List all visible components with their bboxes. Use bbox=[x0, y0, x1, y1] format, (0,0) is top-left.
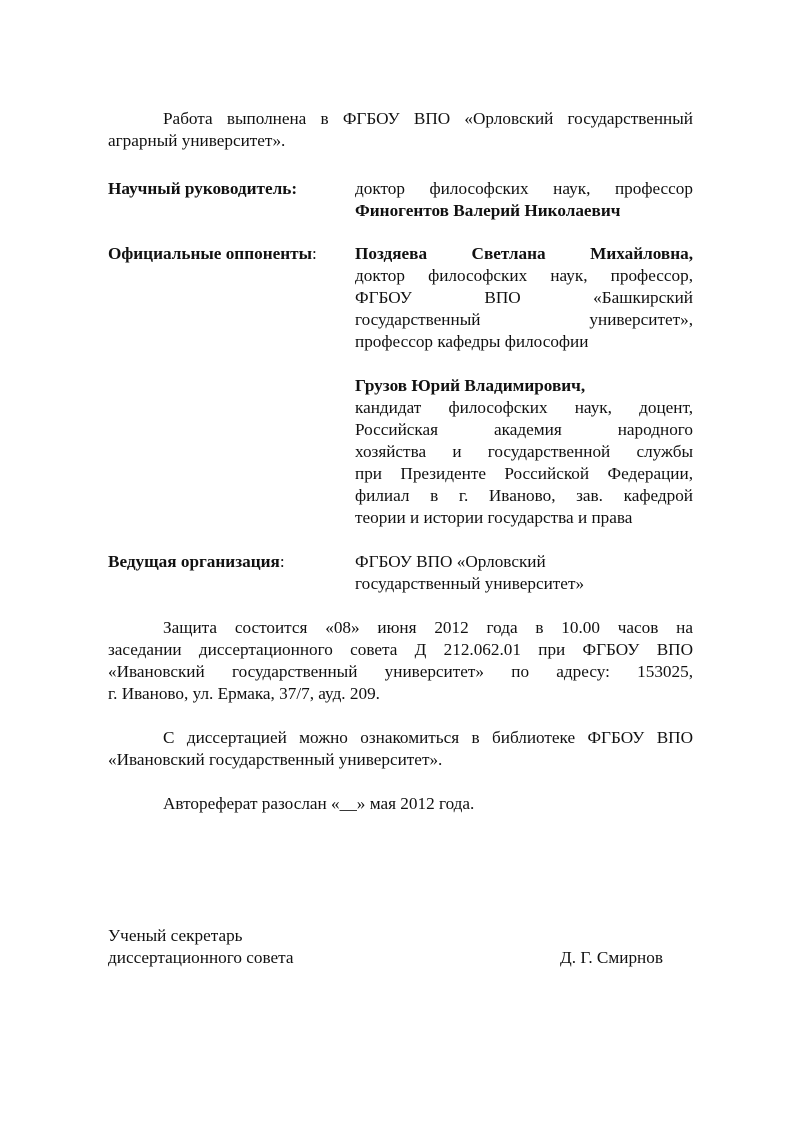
secretary-title bbox=[108, 925, 293, 969]
secretary-title-line-2: диссертационного совета bbox=[108, 948, 294, 967]
supervisor-degree: доктор философских наук, профессор bbox=[355, 179, 693, 198]
leading-org-label-text: Ведущая организация bbox=[108, 552, 280, 571]
library-paragraph bbox=[108, 727, 693, 771]
leading-org-line-2: государственный университет» bbox=[355, 574, 585, 593]
opponent-2-line-3: хозяйства и государственной службы bbox=[355, 442, 693, 461]
opponent-1-name: Поздяева Светлана Михайловна, bbox=[355, 244, 693, 263]
opponent-2-line-5: филиал в г. Иваново, зав. кафедрой bbox=[355, 486, 693, 505]
opponent-2-line-4: при Президенте Российской Федерации, bbox=[355, 464, 693, 483]
abstract-sent-text: Автореферат разослан «__» мая 2012 года. bbox=[163, 794, 475, 813]
leading-org-value bbox=[355, 551, 693, 595]
library-line-1: С диссертацией можно ознакомиться в библиотеке ФГБОУ ВПО bbox=[163, 728, 693, 747]
leading-org-label bbox=[108, 551, 285, 573]
opponent-1-line-2: ФГБОУ ВПО «Башкирский bbox=[355, 288, 693, 307]
opponent-2-line-2: Российская академия народного bbox=[355, 420, 693, 439]
opponent-1 bbox=[355, 243, 693, 353]
opponents-label bbox=[108, 243, 317, 265]
intro-paragraph bbox=[108, 108, 693, 152]
opponents-label-text: Официальные оппоненты bbox=[108, 244, 312, 263]
defense-line-1: Защита состоится «08» июня 2012 года в 10.00 часов на bbox=[163, 618, 693, 637]
leading-org-label-colon: : bbox=[279, 552, 285, 571]
defense-line-3: «Ивановский государственный университет» по адресу: 153025, bbox=[108, 662, 693, 681]
defense-line-2: заседании диссертационного совета Д 212.062.01 при ФГБОУ ВПО bbox=[108, 640, 693, 659]
opponent-2-line-6: теории и истории государства и права bbox=[355, 508, 633, 527]
defense-paragraph bbox=[108, 617, 693, 705]
secretary-title-line-1: Ученый секретарь bbox=[108, 926, 243, 945]
library-line-2: «Ивановский государственный университет». bbox=[108, 750, 443, 769]
supervisor-name: Финогентов Валерий Николаевич bbox=[355, 201, 621, 220]
defense-line-4: г. Иваново, ул. Ермака, 37/7, ауд. 209. bbox=[108, 684, 380, 703]
opponent-1-line-4: профессор кафедры философии bbox=[355, 332, 589, 351]
opponent-2 bbox=[355, 375, 693, 529]
supervisor-label: Научный руководитель: bbox=[108, 179, 298, 198]
intro-line-1: Работа выполнена в ФГБОУ ВПО «Орловский государственный bbox=[163, 109, 693, 128]
opponent-2-line-1: кандидат философских наук, доцент, bbox=[355, 398, 693, 417]
intro-line-2: аграрный университет». bbox=[108, 131, 286, 150]
abstract-sent-paragraph bbox=[108, 793, 693, 815]
opponent-1-line-1: доктор философских наук, профессор, bbox=[355, 266, 693, 285]
opponent-2-name: Грузов Юрий Владимирович, bbox=[355, 376, 586, 395]
secretary-name: Д. Г. Смирнов bbox=[560, 948, 663, 967]
supervisor-value bbox=[355, 178, 693, 222]
opponents-label-colon: : bbox=[311, 244, 317, 263]
leading-org-line-1: ФГБОУ ВПО «Орловский bbox=[355, 552, 546, 571]
opponent-1-line-3: государственный университет», bbox=[355, 310, 693, 329]
